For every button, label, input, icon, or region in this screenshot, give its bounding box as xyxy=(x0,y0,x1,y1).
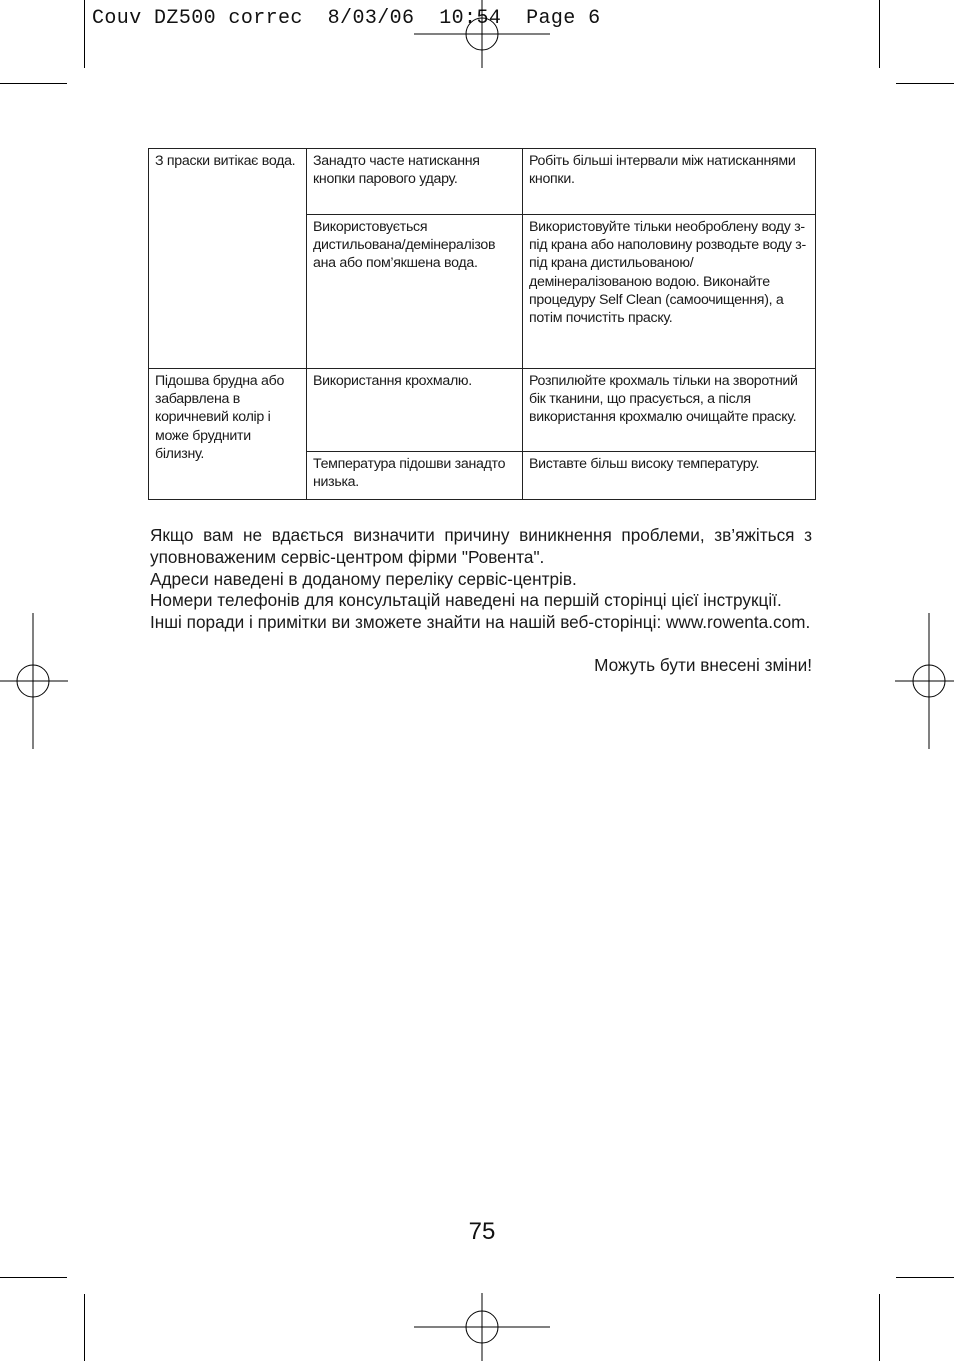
service-center-paragraph: Якщо вам не вдається визначити причину виникнення проблеми, зв’яжіться з уповноваженим сервіс-центром фірми "Ровента". xyxy=(150,525,812,567)
crop-mark-bottom-left-horizontal xyxy=(0,1277,67,1278)
cause-cell: Температура підошви занадто низька. xyxy=(307,452,523,500)
addresses-paragraph: Адреси наведені в доданому переліку сервіс-центрів. xyxy=(150,568,577,589)
cause-cell: Занадто часте натискання кнопки парового удару. xyxy=(307,149,523,215)
solution-cell: Використовуйте тільки необроблену воду з-під крана або наполовину розводьте воду з-під крана дистильованою/ демінералізованою водою. Виконайте процедуру Self Clean (самоочищення), а потім почистіть праску. xyxy=(523,215,816,369)
crop-mark-top-right-horizontal xyxy=(896,83,954,84)
page-number: 75 xyxy=(468,1218,496,1245)
solution-cell: Розпилюйте крохмаль тільки на зворотний бік тканини, що прасується, а після використання крохмалю очищайте праску. xyxy=(523,369,816,452)
crop-mark-top-left-horizontal xyxy=(0,83,67,84)
problem-cell: З праски витікає вода. xyxy=(149,149,307,369)
registration-mark-bottom xyxy=(414,1293,550,1361)
changes-notice: Можуть бути внесені зміни! xyxy=(594,654,812,675)
solution-cell: Робіть більші інтервали між натисканнями кнопки. xyxy=(523,149,816,215)
table-row xyxy=(149,149,816,215)
registration-mark-right xyxy=(895,613,954,749)
crop-mark-bottom-right-vertical xyxy=(879,1294,880,1361)
website-paragraph: Інші поради і примітки ви зможете знайти на нашій веб-сторінці: www.rowenta.com. xyxy=(150,612,811,633)
crop-mark-bottom-right-horizontal xyxy=(896,1277,954,1278)
problem-cell: Підошва брудна або забарвлена в коричневий колір і може бруднити білизну. xyxy=(149,369,307,500)
solution-cell: Виставте більш високу температуру. xyxy=(523,452,816,500)
registration-mark-left xyxy=(0,613,68,749)
troubleshooting-table xyxy=(148,148,816,500)
table-row xyxy=(149,369,816,452)
phone-numbers-paragraph: Номери телефонів для консультацій наведені на першій сторінці цієї інструкції. xyxy=(150,590,782,611)
cause-cell: Використання крохмалю. xyxy=(307,369,523,452)
crop-mark-bottom-left-vertical xyxy=(84,1294,85,1361)
cause-cell: Використовується дистильована/демінералізов ана або пом’якшена вода. xyxy=(307,215,523,369)
body-text xyxy=(150,525,812,677)
print-slug: Couv DZ500 correc 8/03/06 10:54 Page 6 xyxy=(92,7,601,30)
crop-mark-top-left-vertical xyxy=(84,0,85,68)
registration-mark-top xyxy=(414,0,550,68)
crop-mark-top-right-vertical xyxy=(879,0,880,68)
